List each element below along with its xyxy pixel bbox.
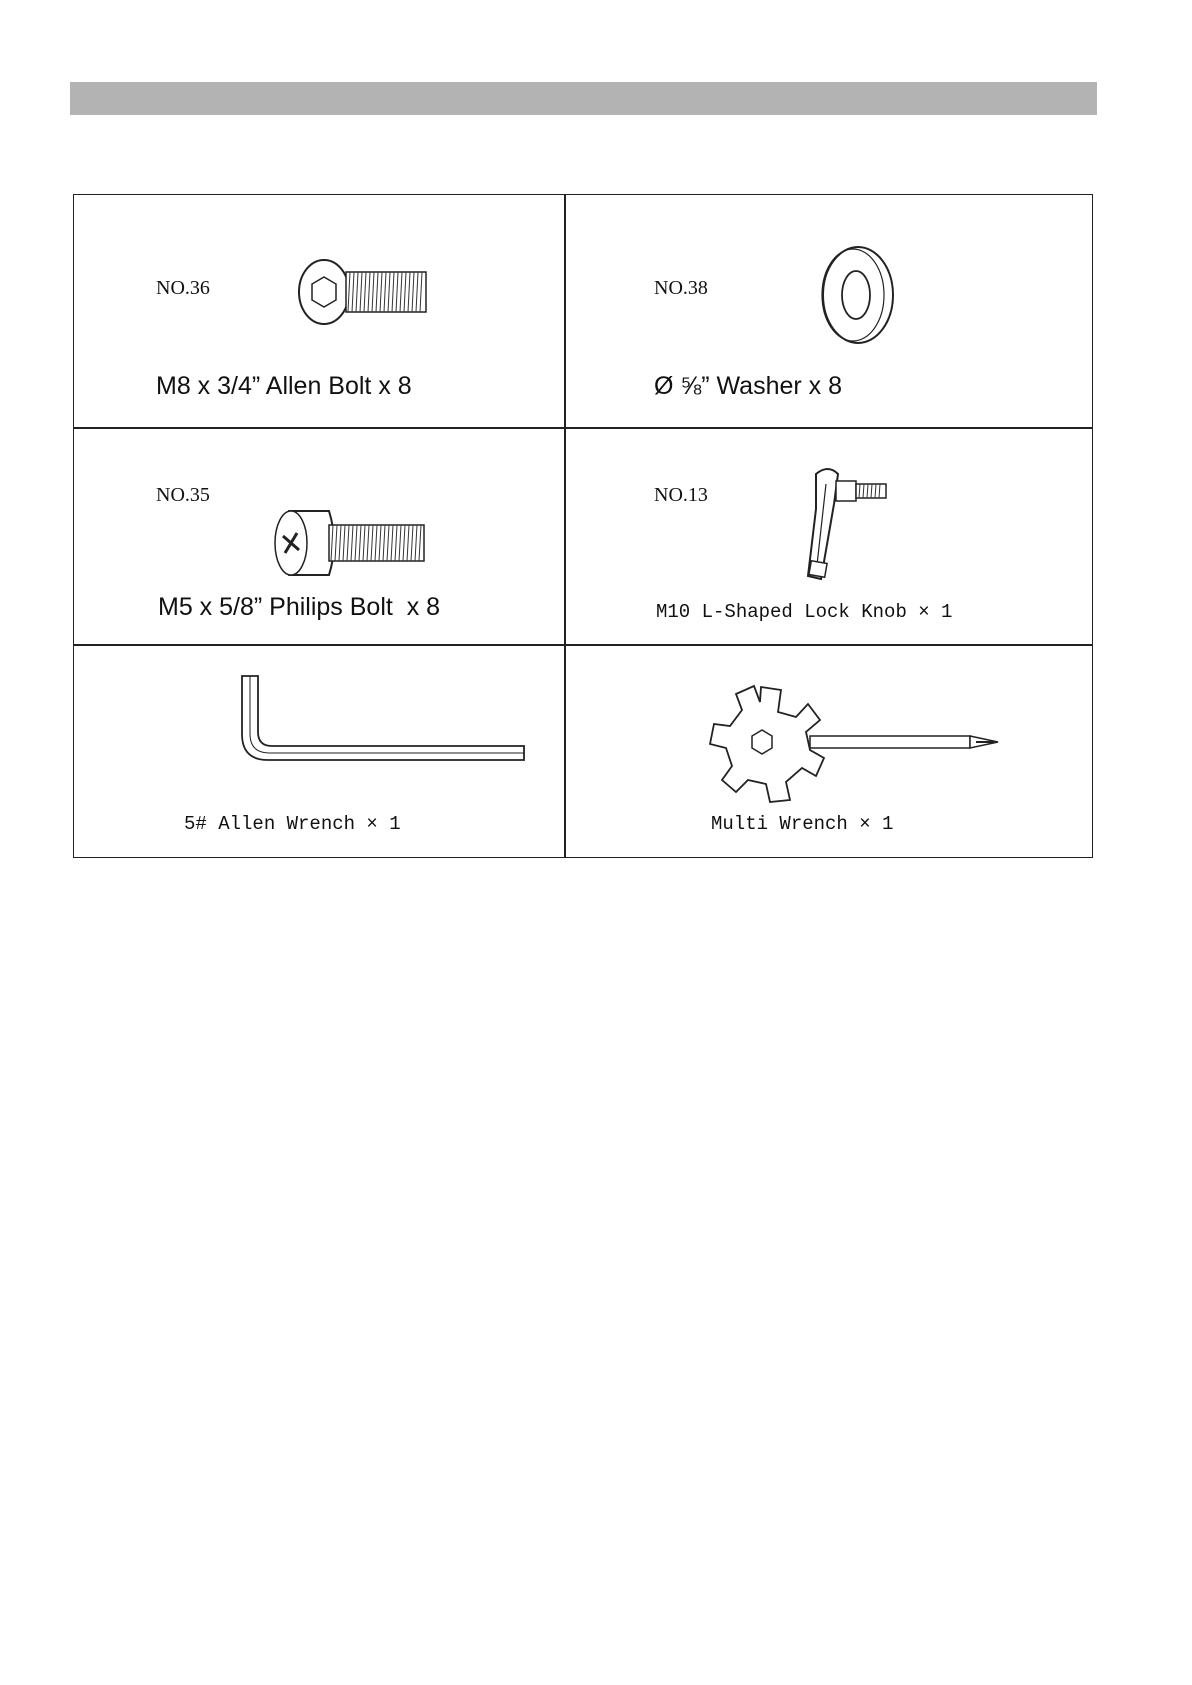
part-cell-allen-wrench (74, 646, 564, 859)
part-label: M8 x 3/4” Allen Bolt x 8 (156, 372, 412, 400)
part-label: Ø ⅝” Washer x 8 (654, 372, 843, 400)
part-number: NO.13 (654, 484, 708, 506)
part-label: M5 x 5/8” Philips Bolt x 8 (158, 593, 441, 621)
part-label: M10 L-Shaped Lock Knob × 1 (656, 601, 953, 623)
section-header-bar (70, 82, 1097, 115)
part-number: NO.38 (654, 277, 708, 299)
part-cell-multi-wrench (566, 646, 1094, 859)
part-number: NO.36 (156, 277, 210, 299)
part-cell-philips-bolt (74, 428, 564, 644)
part-number: NO.35 (156, 484, 210, 506)
part-cell-allen-bolt (74, 195, 564, 427)
allen-wrench-icon (234, 674, 534, 784)
part-label: Multi Wrench × 1 (711, 813, 894, 835)
multi-wrench-icon (706, 682, 1006, 807)
hardware-parts-table (73, 194, 1093, 858)
washer-icon (816, 243, 906, 353)
lock-knob-icon (786, 464, 896, 594)
part-cell-lock-knob (566, 428, 1094, 644)
part-label: 5# Allen Wrench × 1 (184, 813, 401, 835)
allen-bolt-icon (294, 255, 444, 335)
part-cell-washer (566, 195, 1094, 427)
philips-bolt-icon (269, 503, 439, 583)
